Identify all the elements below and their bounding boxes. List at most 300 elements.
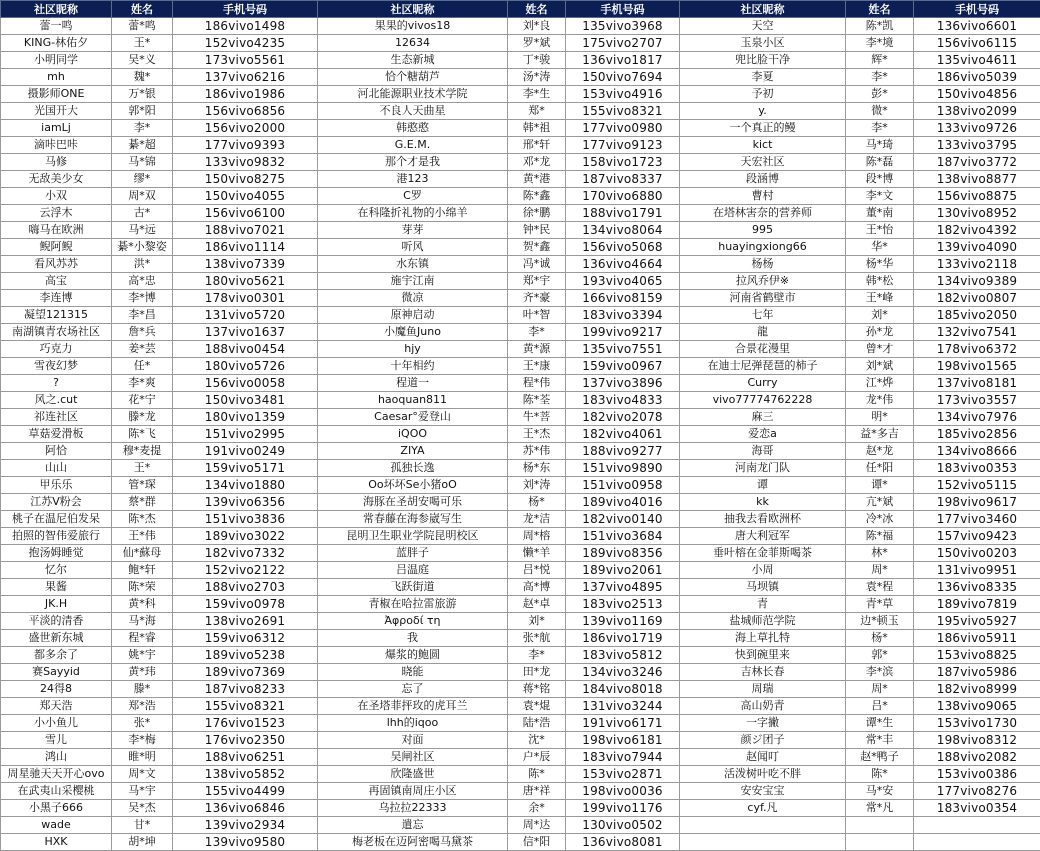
phone-cell: 176vivo2350 [173, 732, 318, 749]
table-row [1, 69, 1040, 86]
phone-cell: 188vivo7021 [173, 222, 318, 239]
nickname-cell: 海豚在圣胡安喝可乐 [318, 494, 508, 511]
name-cell: 贺*鑫 [508, 239, 566, 256]
name-cell: 韩*祖 [508, 120, 566, 137]
name-cell: 董*南 [846, 205, 914, 222]
name-cell: 甘* [112, 817, 173, 834]
nickname-cell: 抽我去看欧洲杯 [680, 511, 846, 528]
name-cell: 任*阳 [846, 460, 914, 477]
phone-cell: 151vivo0958 [566, 477, 680, 494]
nickname-cell: mh [1, 69, 112, 86]
nickname-cell: 原神启动 [318, 307, 508, 324]
phone-cell: 132vivo7541 [914, 324, 1040, 341]
name-cell: 谭*生 [846, 715, 914, 732]
phone-cell: 130vivo0502 [566, 817, 680, 834]
nickname-cell: 快到碗里来 [680, 647, 846, 664]
phone-cell: 139vivo4090 [914, 239, 1040, 256]
phone-cell: 137vivo1637 [173, 324, 318, 341]
nickname-cell: 12634 [318, 35, 508, 52]
phone-cell: 152vivo2122 [173, 562, 318, 579]
name-cell: 周*文 [112, 766, 173, 783]
nickname-cell: 看风苏苏 [1, 256, 112, 273]
nickname-cell: 祁连社区 [1, 409, 112, 426]
name-cell: 陈* [846, 766, 914, 783]
phone-cell: 155vivo8321 [566, 103, 680, 120]
nickname-cell: 江苏V粉会 [1, 494, 112, 511]
nickname-cell: 小魔鱼Juno [318, 324, 508, 341]
phone-cell: 183vivo4833 [566, 392, 680, 409]
name-cell: 陈* [508, 766, 566, 783]
name-cell: 田*龙 [508, 664, 566, 681]
nickname-cell: 嗨马在欧洲 [1, 222, 112, 239]
phone-cell: 176vivo1523 [173, 715, 318, 732]
nickname-cell: Curry [680, 375, 846, 392]
nickname-cell: 海哥 [680, 443, 846, 460]
name-cell: 周*双 [112, 188, 173, 205]
table-row [1, 681, 1040, 698]
nickname-cell: 拉风乔伊※ [680, 273, 846, 290]
name-cell: 邢*轩 [508, 137, 566, 154]
phone-cell: 152vivo5115 [914, 477, 1040, 494]
nickname-cell: JK.H [1, 596, 112, 613]
nickname-cell: 麻三 [680, 409, 846, 426]
phone-cell: 198vivo8312 [914, 732, 1040, 749]
phone-cell: 131vivo3244 [566, 698, 680, 715]
nickname-cell: 青 [680, 596, 846, 613]
nickname-cell: 吕温庭 [318, 562, 508, 579]
nickname-cell: 爆浆的鲍圆 [318, 647, 508, 664]
nickname-cell: 一字撇 [680, 715, 846, 732]
phone-cell: 199vivo9217 [566, 324, 680, 341]
nickname-cell: 海上草扎特 [680, 630, 846, 647]
table-row [1, 290, 1040, 307]
name-cell: 王*康 [508, 358, 566, 375]
name-cell: 马*锦 [112, 154, 173, 171]
table-row [1, 443, 1040, 460]
name-cell: 冯*诚 [508, 256, 566, 273]
nickname-cell: 都多余了 [1, 647, 112, 664]
name-cell: 郭* [846, 647, 914, 664]
nickname-cell: Caesar°爱登山 [318, 409, 508, 426]
phone-cell [914, 834, 1040, 851]
nickname-cell: 郑天浩 [1, 698, 112, 715]
table-row [1, 545, 1040, 562]
phone-cell: 186vivo1498 [173, 18, 318, 35]
nickname-cell: 河南龙门队 [680, 460, 846, 477]
nickname-cell: KING-林佑夕 [1, 35, 112, 52]
nickname-cell: 蕾一鸣 [1, 18, 112, 35]
nickname-cell: y. [680, 103, 846, 120]
nickname-cell: 忘了 [318, 681, 508, 698]
nickname-cell: 谭 [680, 477, 846, 494]
phone-cell: 189vivo4016 [566, 494, 680, 511]
phone-cell: 153vivo4916 [566, 86, 680, 103]
name-cell: 陈*磊 [846, 154, 914, 171]
table-row [1, 630, 1040, 647]
phone-cell: 156vivo6856 [173, 103, 318, 120]
name-cell: 蒋*铭 [508, 681, 566, 698]
name-cell: 刘* [508, 613, 566, 630]
phone-cell: 198vivo9617 [914, 494, 1040, 511]
name-cell: 杨*华 [846, 256, 914, 273]
phone-cell: 151vivo3836 [173, 511, 318, 528]
name-cell: 李*生 [508, 86, 566, 103]
nickname-cell: 盐城师范学院 [680, 613, 846, 630]
name-cell: 曾*才 [846, 341, 914, 358]
phone-cell: 186vivo1114 [173, 239, 318, 256]
nickname-cell: 合景花漫里 [680, 341, 846, 358]
nickname-cell: 忆尔 [1, 562, 112, 579]
name-cell: 赵*卓 [508, 596, 566, 613]
name-cell: 江*烨 [846, 375, 914, 392]
phone-cell: 183vivo0353 [914, 460, 1040, 477]
nickname-cell: 风之.cut [1, 392, 112, 409]
phone-cell: 152vivo4235 [173, 35, 318, 52]
nickname-cell: 在武夷山采樱桃 [1, 783, 112, 800]
phone-cell: 180vivo1359 [173, 409, 318, 426]
nickname-cell: ZIYA [318, 443, 508, 460]
nickname-cell: 高山奶青 [680, 698, 846, 715]
phone-cell: 193vivo4065 [566, 273, 680, 290]
name-cell: 洪* [112, 256, 173, 273]
nickname-cell: 昆明卫生职业学院昆明校区 [318, 528, 508, 545]
table-row [1, 579, 1040, 596]
phone-cell: 151vivo2995 [173, 426, 318, 443]
phone-cell: 186vivo5039 [914, 69, 1040, 86]
phone-cell: 136vivo8335 [914, 579, 1040, 596]
nickname-cell: 小双 [1, 188, 112, 205]
nickname-cell: Ἀφροδί τη [318, 613, 508, 630]
phone-cell: 137vivo8181 [914, 375, 1040, 392]
table-row [1, 171, 1040, 188]
phone-cell: 136vivo6601 [914, 18, 1040, 35]
nickname-cell: 平淡的清香 [1, 613, 112, 630]
phone-cell: 183vivo2513 [566, 596, 680, 613]
phone-cell: 135vivo3968 [566, 18, 680, 35]
table-row [1, 528, 1040, 545]
name-cell: 仙*蘇母 [112, 545, 173, 562]
name-cell: 王*峰 [846, 290, 914, 307]
phone-cell: 134vivo9389 [914, 273, 1040, 290]
phone-cell: 187vivo8337 [566, 171, 680, 188]
nickname-cell: 马修 [1, 154, 112, 171]
phone-cell: 134vivo8666 [914, 443, 1040, 460]
phone-cell: 156vivo2000 [173, 120, 318, 137]
phone-cell: 136vivo8081 [566, 834, 680, 851]
header-phone-1: 手机号码 [173, 1, 318, 18]
table-row [1, 52, 1040, 69]
nickname-cell: cyf.凡 [680, 800, 846, 817]
phone-cell: 138vivo8877 [914, 171, 1040, 188]
phone-cell: 136vivo4664 [566, 256, 680, 273]
phone-cell: 137vivo3896 [566, 375, 680, 392]
phone-cell: 136vivo6846 [173, 800, 318, 817]
nickname-cell: 十年相约 [318, 358, 508, 375]
phone-cell: 131vivo9951 [914, 562, 1040, 579]
phone-cell: 138vivo2691 [173, 613, 318, 630]
nickname-cell: 再固镇南周庄小区 [318, 783, 508, 800]
phone-cell: 166vivo8159 [566, 290, 680, 307]
name-cell: 信*阳 [508, 834, 566, 851]
nickname-cell: 果果的vivos18 [318, 18, 508, 35]
name-cell: 常*丰 [846, 732, 914, 749]
table-row [1, 426, 1040, 443]
name-cell: 龙*洁 [508, 511, 566, 528]
nickname-cell: 小明同学 [1, 52, 112, 69]
name-cell: 周*榕 [508, 528, 566, 545]
name-cell: 高*忠 [112, 273, 173, 290]
name-cell: 缪* [112, 171, 173, 188]
nickname-cell: hjy [318, 341, 508, 358]
nickname-cell: 垂叶榕在金菲斯喝茶 [680, 545, 846, 562]
table-row [1, 341, 1040, 358]
phone-cell: 139vivo9580 [173, 834, 318, 851]
name-cell: 张* [112, 715, 173, 732]
nickname-cell: 草菇爱滑板 [1, 426, 112, 443]
phone-cell: 136vivo1817 [566, 52, 680, 69]
name-cell: 余* [508, 800, 566, 817]
name-cell: 马*海 [112, 613, 173, 630]
nickname-cell: 恰个糖葫芦 [318, 69, 508, 86]
phone-cell: 189vivo2061 [566, 562, 680, 579]
name-cell: 冷*冰 [846, 511, 914, 528]
nickname-cell: 凝望121315 [1, 307, 112, 324]
nickname-cell: 在科隆折礼物的小绵羊 [318, 205, 508, 222]
name-cell: 穆*麦提 [112, 443, 173, 460]
nickname-cell: 飞跃街道 [318, 579, 508, 596]
name-cell: 李* [112, 120, 173, 137]
name-cell: 滕*龙 [112, 409, 173, 426]
table-row [1, 766, 1040, 783]
nickname-cell: 吉林长春 [680, 664, 846, 681]
nickname-cell: 程道一 [318, 375, 508, 392]
name-cell: 管*琛 [112, 477, 173, 494]
name-cell: 胡*坤 [112, 834, 173, 851]
name-cell: 姜*芸 [112, 341, 173, 358]
nickname-cell: 李连博 [1, 290, 112, 307]
phone-cell: 183vivo5812 [566, 647, 680, 664]
nickname-cell: 听风 [318, 239, 508, 256]
phone-cell: 153vivo1730 [914, 715, 1040, 732]
name-cell: 益*多吉 [846, 426, 914, 443]
name-cell: 綦*超 [112, 137, 173, 154]
phone-cell: 153vivo2871 [566, 766, 680, 783]
phone-cell: 156vivo6100 [173, 205, 318, 222]
table-row [1, 715, 1040, 732]
phone-cell: 182vivo0807 [914, 290, 1040, 307]
phone-cell: 150vivo4055 [173, 188, 318, 205]
name-cell: 王*杰 [508, 426, 566, 443]
name-cell: 程*睿 [112, 630, 173, 647]
phone-cell: 186vivo1986 [173, 86, 318, 103]
phone-cell: 183vivo7944 [566, 749, 680, 766]
nickname-cell [680, 834, 846, 851]
phone-cell: 153vivo0386 [914, 766, 1040, 783]
name-cell: 丁*骏 [508, 52, 566, 69]
name-cell: 张*航 [508, 630, 566, 647]
name-cell: 懒*羊 [508, 545, 566, 562]
phone-cell: 158vivo1723 [566, 154, 680, 171]
header-name-2: 姓名 [508, 1, 566, 18]
name-cell: 刘* [846, 307, 914, 324]
phone-cell [914, 817, 1040, 834]
name-cell: 微* [846, 103, 914, 120]
nickname-cell: 云浮木 [1, 205, 112, 222]
phone-cell: 186vivo5911 [914, 630, 1040, 647]
phone-cell: 185vivo2856 [914, 426, 1040, 443]
table-row [1, 239, 1040, 256]
phone-cell: 170vivo6880 [566, 188, 680, 205]
nickname-cell: 欣隆盛世 [318, 766, 508, 783]
phone-cell: 182vivo0140 [566, 511, 680, 528]
phone-cell: 173vivo5561 [173, 52, 318, 69]
nickname-cell: vivo77774762228 [680, 392, 846, 409]
nickname-cell: 常春藤在海参崴写生 [318, 511, 508, 528]
nickname-cell: 微凉 [318, 290, 508, 307]
header-phone-3: 手机号码 [914, 1, 1040, 18]
phone-cell: 151vivo9890 [566, 460, 680, 477]
nickname-cell: 不良人天曲星 [318, 103, 508, 120]
name-cell: 马*琦 [846, 137, 914, 154]
phone-cell: 159vivo0967 [566, 358, 680, 375]
name-cell: 郭*阳 [112, 103, 173, 120]
phone-cell: 159vivo6312 [173, 630, 318, 647]
name-cell: 罗*斌 [508, 35, 566, 52]
table-row [1, 375, 1040, 392]
phone-cell: 178vivo6372 [914, 341, 1040, 358]
nickname-cell: 河南省鹤壁市 [680, 290, 846, 307]
table-row [1, 511, 1040, 528]
name-cell: 李*博 [112, 290, 173, 307]
nickname-cell: 蓝胖子 [318, 545, 508, 562]
name-cell: 滕* [112, 681, 173, 698]
phone-cell: 188vivo1791 [566, 205, 680, 222]
name-cell: 周*达 [508, 817, 566, 834]
phone-cell: 187vivo5986 [914, 664, 1040, 681]
nickname-cell: 在圣塔菲抨玫的虎耳兰 [318, 698, 508, 715]
nickname-cell: 芽芽 [318, 222, 508, 239]
phone-cell: 187vivo8233 [173, 681, 318, 698]
header-nickname-1: 社区昵称 [1, 1, 112, 18]
phone-cell: 188vivo6251 [173, 749, 318, 766]
name-cell: 青*草 [846, 596, 914, 613]
table-row [1, 154, 1040, 171]
name-cell: 汤*涛 [508, 69, 566, 86]
name-cell: 袁*焜 [508, 698, 566, 715]
name-cell: 韩*松 [846, 273, 914, 290]
phone-cell: 175vivo2707 [566, 35, 680, 52]
phone-cell: 134vivo8064 [566, 222, 680, 239]
nickname-cell: haoquan811 [318, 392, 508, 409]
header-nickname-3: 社区昵称 [680, 1, 846, 18]
name-cell: 陈*福 [846, 528, 914, 545]
table-row [1, 460, 1040, 477]
nickname-cell: HXK [1, 834, 112, 851]
phone-cell: 156vivo0058 [173, 375, 318, 392]
name-cell: 郑*宇 [508, 273, 566, 290]
name-cell: 钟*民 [508, 222, 566, 239]
header-phone-2: 手机号码 [566, 1, 680, 18]
nickname-cell: 玉泉小区 [680, 35, 846, 52]
nickname-cell: 杨杨 [680, 256, 846, 273]
phone-cell: 134vivo1880 [173, 477, 318, 494]
nickname-cell: 梅老板在迈阿密喝马黛茶 [318, 834, 508, 851]
phone-cell: 182vivo2078 [566, 409, 680, 426]
name-cell: 龙*伟 [846, 392, 914, 409]
phone-cell: 150vivo7694 [566, 69, 680, 86]
phone-cell: 130vivo8952 [914, 205, 1040, 222]
table-row [1, 698, 1040, 715]
name-cell: 李*境 [846, 35, 914, 52]
phone-cell: 177vivo9393 [173, 137, 318, 154]
name-cell [846, 817, 914, 834]
name-cell: 李* [846, 120, 914, 137]
name-cell: 杨*东 [508, 460, 566, 477]
nickname-cell: 24得8 [1, 681, 112, 698]
name-cell: 黄*源 [508, 341, 566, 358]
table-row [1, 205, 1040, 222]
name-cell: 杨* [846, 630, 914, 647]
nickname-cell: 施宇江南 [318, 273, 508, 290]
phone-cell: 150vivo0203 [914, 545, 1040, 562]
name-cell: 魏* [112, 69, 173, 86]
name-cell: 赵*鸭子 [846, 749, 914, 766]
phone-cell: 156vivo8875 [914, 188, 1040, 205]
phone-cell: 156vivo6115 [914, 35, 1040, 52]
nickname-cell: 南湖镇青农场社区 [1, 324, 112, 341]
name-cell: 任* [112, 358, 173, 375]
phone-cell: 159vivo0978 [173, 596, 318, 613]
phone-cell: 151vivo3684 [566, 528, 680, 545]
name-cell: 陈*鑫 [508, 188, 566, 205]
nickname-cell: 在塔林害奈的营养师 [680, 205, 846, 222]
table-row [1, 222, 1040, 239]
phone-cell: 133vivo9726 [914, 120, 1040, 137]
name-cell: 古* [112, 205, 173, 222]
name-cell: 沈* [508, 732, 566, 749]
nickname-cell: 甲乐乐 [1, 477, 112, 494]
nickname-cell: 河北能源职业技术学院 [318, 86, 508, 103]
nickname-cell: 遣忘 [318, 817, 508, 834]
phone-cell: 150vivo4856 [914, 86, 1040, 103]
name-cell: 李*梅 [112, 732, 173, 749]
name-cell: 蔡*群 [112, 494, 173, 511]
table-row [1, 188, 1040, 205]
phone-cell: 138vivo9065 [914, 698, 1040, 715]
table-row [1, 409, 1040, 426]
header-nickname-2: 社区昵称 [318, 1, 508, 18]
name-cell: 高*博 [508, 579, 566, 596]
phone-cell: 139vivo1169 [566, 613, 680, 630]
name-cell: 吴*义 [112, 52, 173, 69]
phone-cell: 138vivo7339 [173, 256, 318, 273]
nickname-cell: 韩憨憨 [318, 120, 508, 137]
name-cell: 王* [112, 460, 173, 477]
phone-cell: 198vivo6181 [566, 732, 680, 749]
name-cell: 陈*杰 [112, 511, 173, 528]
nickname-cell: huayingxiong66 [680, 239, 846, 256]
nickname-cell: 山山 [1, 460, 112, 477]
name-cell: 李* [508, 324, 566, 341]
nickname-cell: 光国开大 [1, 103, 112, 120]
table-row [1, 307, 1040, 324]
nickname-cell: 赛Sayyid [1, 664, 112, 681]
nickname-cell: 天宏社区 [680, 154, 846, 171]
name-cell: 李*昌 [112, 307, 173, 324]
name-cell: 詹*兵 [112, 324, 173, 341]
name-cell: 齐*豪 [508, 290, 566, 307]
phone-cell: 180vivo5726 [173, 358, 318, 375]
